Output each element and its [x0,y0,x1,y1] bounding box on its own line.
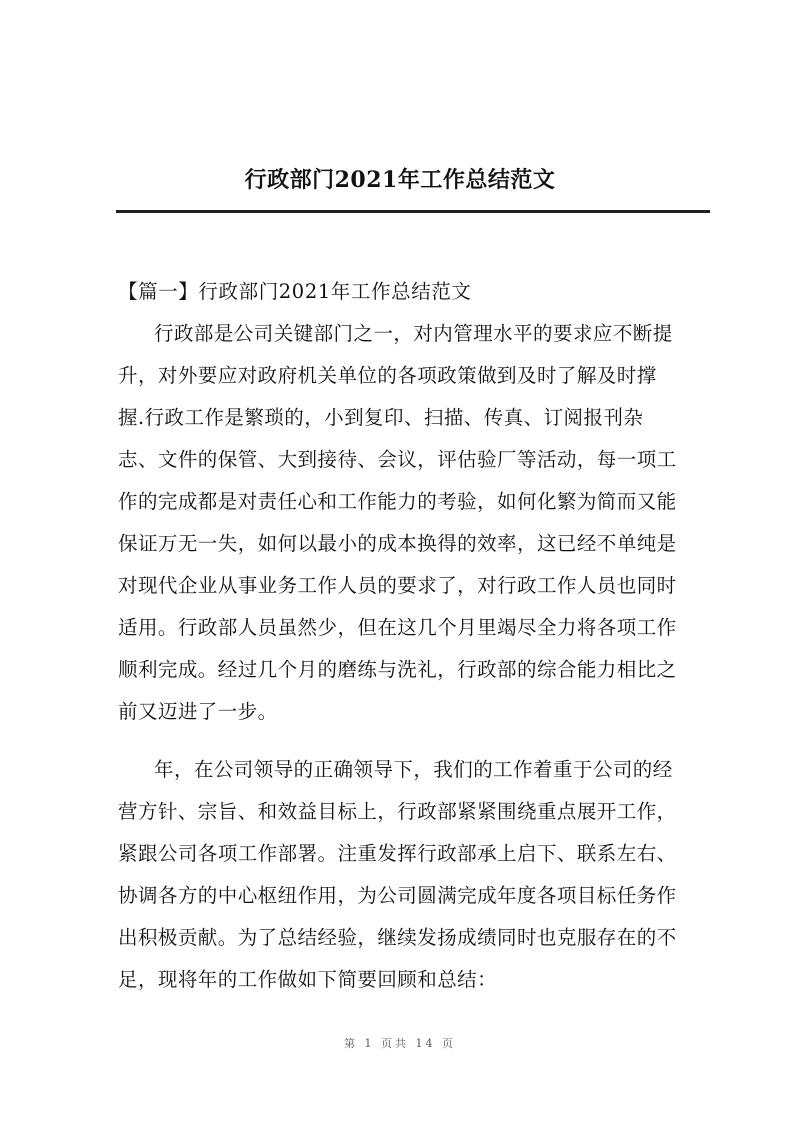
document-title: 行政部门2021年工作总结范文 [244,167,556,193]
text-line: 志、文件的保管、大到接待、会议，评估验厂等活动，每一项工 [118,448,677,471]
section-heading: 【篇一】行政部门2021年工作总结范文 [118,280,472,303]
text-line: 协调各方的中心枢纽作用，为公司圆满完成年度各项目标任务作 [118,884,677,907]
text-line: 升，对外要应对政府机关单位的各项政策做到及时了解及时撑 [118,364,657,387]
text-line: 紧跟公司各项工作部署。注重发挥行政部承上启下、联系左右、 [118,842,677,865]
text-line: 年，在公司领导的正确领导下，我们的工作着重于公司的经 [154,758,673,781]
title-divider [116,210,710,213]
page-footer: 第 1 页共 14 页 [344,1037,456,1050]
text-line: 出积极贡献。为了总结经验，继续发扬成绩同时也克服存在的不 [118,926,677,949]
text-line: 行政部是公司关键部门之一，对内管理水平的要求应不断提 [154,322,673,345]
text-line: 营方针、宗旨、和效益目标上，行政部紧紧围绕重点展开工作， [118,800,677,823]
text-line: 适用。行政部人员虽然少，但在这几个月里竭尽全力将各项工作 [118,616,677,639]
text-line: 保证万无一失，如何以最小的成本换得的效率，这已经不单纯是 [118,532,677,555]
text-line: 握.行政工作是繁琐的，小到复印、扫描、传真、订阅报刊杂 [118,406,644,429]
text-line: 足，现将年的工作做如下简要回顾和总结： [118,968,498,991]
text-line: 前又迈进了一步。 [118,700,278,723]
text-line: 对现代企业从事业务工作人员的要求了，对行政工作人员也同时 [118,574,677,597]
text-line: 作的完成都是对责任心和工作能力的考验，如何化繁为简而又能 [118,490,677,513]
text-line: 顺利完成。经过几个月的磨练与洗礼，行政部的综合能力相比之 [118,658,677,681]
